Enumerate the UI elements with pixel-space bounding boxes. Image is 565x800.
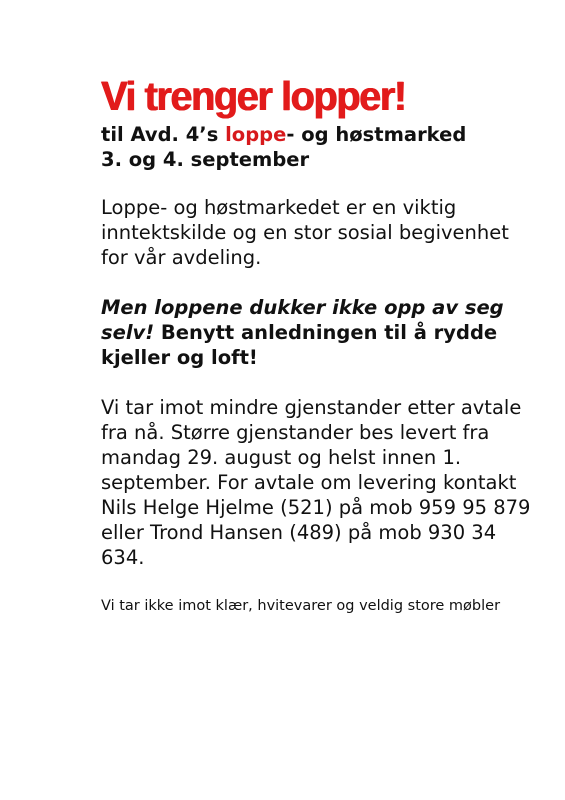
appeal-rest: Benytt anledningen til å rydde kjeller og loft! xyxy=(101,321,498,369)
exclusion-note: Vi tar ikke imot klær, hvitevarer og veldig store møbler xyxy=(101,598,501,614)
event-dates: 3. og 4. september xyxy=(101,148,310,171)
appeal-italic: Men loppene dukker ikke opp av seg selv! xyxy=(101,296,504,344)
subheading-highlight: loppe xyxy=(225,123,287,146)
flyer-page xyxy=(101,74,541,616)
subheading xyxy=(101,122,541,172)
appeal-paragraph xyxy=(101,295,541,370)
subheading-prefix: til Avd. 4’s xyxy=(101,123,226,146)
subheading-suffix: - og høstmarked xyxy=(286,123,467,146)
intro-paragraph: Loppe- og høstmarkedet er en viktig inntektskilde og en stor sosial begivenhet for vår avdeling. xyxy=(101,196,509,269)
delivery-paragraph: Vi tar imot mindre gjenstander etter avtale fra nå. Større gjenstander bes levert fra mandag 29. august og helst innen 1. september. For avtale om levering kontakt Nils Helge Hjelme (521) på mob 959 95 879 eller Trond Hansen (489) på mob 930 34 634. xyxy=(101,396,531,569)
headline: Vi trenger lopper! xyxy=(101,73,406,119)
